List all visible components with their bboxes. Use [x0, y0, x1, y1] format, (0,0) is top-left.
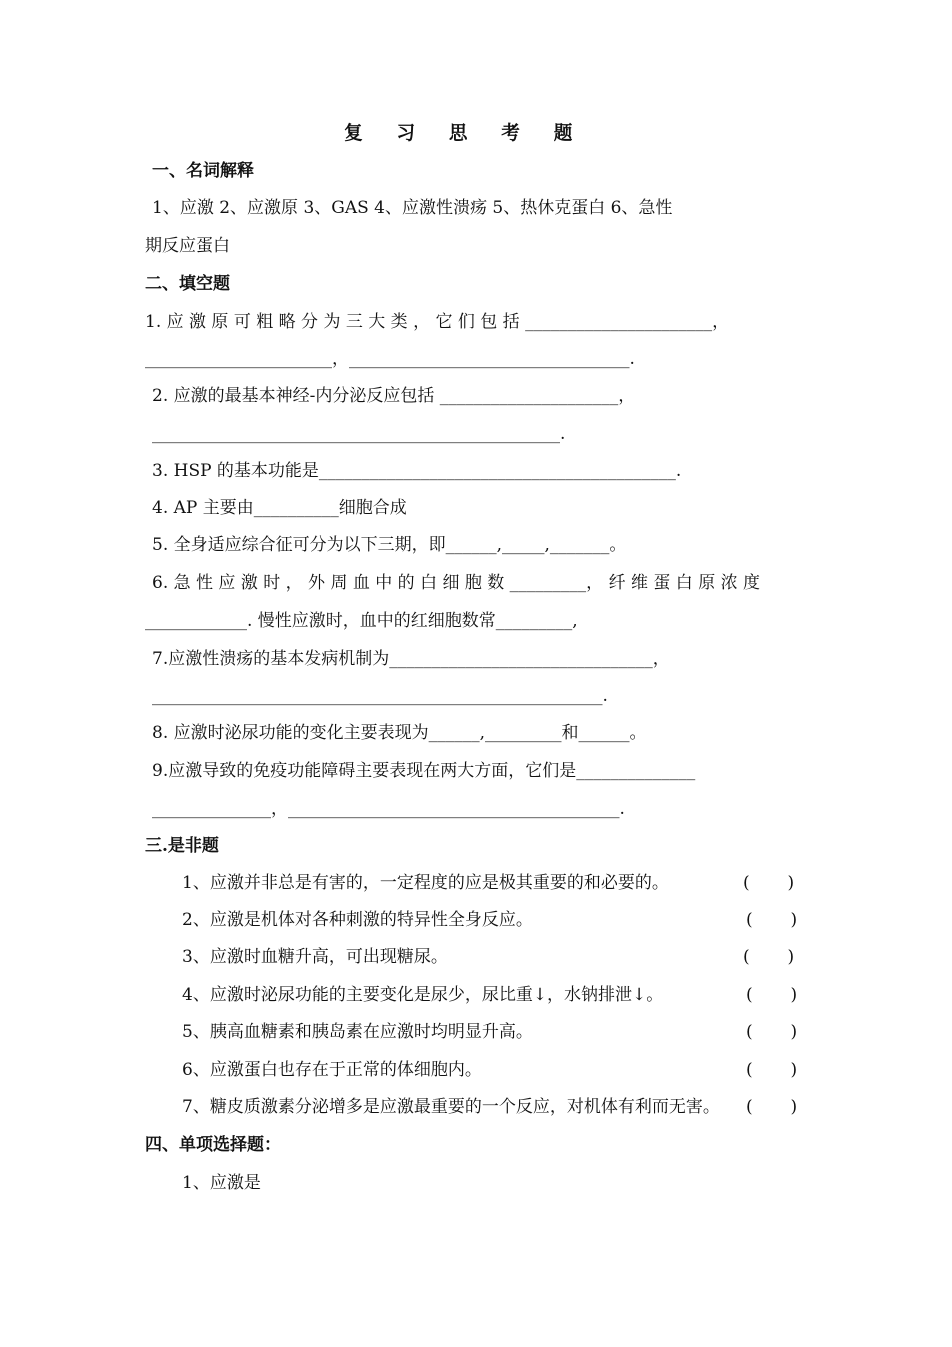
section-heading-single-choice: 四、单项选择题：	[145, 1135, 281, 1155]
tf-item-1: 1、应激并非总是有害的，一定程度的应是极其重要的和必要的。	[182, 873, 669, 893]
terms-line-2: 期反应蛋白	[145, 236, 230, 256]
fill-q8: 8. 应激时泌尿功能的变化主要表现为______,_________和______。	[152, 723, 647, 743]
section-heading-terms: 一、名词解释	[152, 161, 254, 181]
section-heading-true-false: 三.是非题	[145, 836, 219, 856]
fill-q9-line-1: 9.应激导致的免疫功能障碍主要表现在两大方面，它们是______________	[152, 761, 696, 781]
fill-q7-line-2: _____________________________________________________.	[152, 686, 608, 706]
tf-answer-2[interactable]: ( )	[746, 910, 798, 930]
fill-q9-line-2: ______________，_______________________________________.	[152, 799, 625, 819]
tf-answer-5[interactable]: ( )	[746, 1022, 798, 1042]
section-heading-fill: 二、填空题	[145, 274, 230, 294]
tf-answer-4[interactable]: ( )	[746, 985, 798, 1005]
tf-item-4: 4、应激时泌尿功能的主要变化是尿少，尿比重↓，水钠排泄↓。	[182, 985, 664, 1005]
page-title: 复 习 思 考 题	[344, 122, 586, 144]
terms-line-1: 1、应激 2、应激原 3、GAS 4、应激性溃疡 5、热休克蛋白 6、急性	[152, 198, 673, 218]
fill-q1-line-1: 1. 应 激 原 可 粗 略 分 为 三 大 类 ， 它 们 包 括 ______________________，	[145, 312, 730, 332]
tf-answer-7[interactable]: ( )	[746, 1097, 798, 1117]
tf-item-6: 6、应激蛋白也存在于正常的体细胞内。	[182, 1060, 482, 1080]
fill-q6-line-1: 6. 急 性 应 激 时 ， 外 周 血 中 的 白 细 胞 数 _________， 纤 维 蛋 白 原 浓 度	[152, 573, 761, 593]
fill-q2-line-2: ________________________________________________.	[152, 424, 566, 444]
tf-answer-6[interactable]: ( )	[746, 1060, 798, 1080]
fill-q1-line-2: ______________________，_________________________________.	[145, 349, 635, 369]
fill-q3: 3. HSP 的基本功能是__________________________________________.	[152, 461, 682, 481]
tf-answer-1[interactable]: ( )	[743, 873, 795, 893]
fill-q6-line-2: ____________. 慢性应激时，血中的红细胞数常_________,	[145, 611, 578, 631]
fill-q7-line-1: 7.应激性溃疡的基本发病机制为_______________________________，	[152, 649, 670, 669]
choice-q1: 1、应激是	[182, 1173, 261, 1193]
fill-q5: 5. 全身适应综合征可分为以下三期，即______,_____,_______。	[152, 535, 627, 555]
tf-item-3: 3、应激时血糖升高，可出现糖尿。	[182, 947, 448, 967]
fill-q4: 4. AP 主要由__________细胞合成	[152, 498, 407, 518]
fill-q2-line-1: 2. 应激的最基本神经-内分泌反应包括 _____________________，	[152, 386, 636, 406]
tf-answer-3[interactable]: ( )	[743, 947, 795, 967]
tf-item-2: 2、应激是机体对各种刺激的特异性全身反应。	[182, 910, 533, 930]
tf-item-7: 7、糖皮质激素分泌增多是应激最重要的一个反应，对机体有利而无害。	[182, 1097, 720, 1117]
tf-item-5: 5、胰高血糖素和胰岛素在应激时均明显升高。	[182, 1022, 533, 1042]
